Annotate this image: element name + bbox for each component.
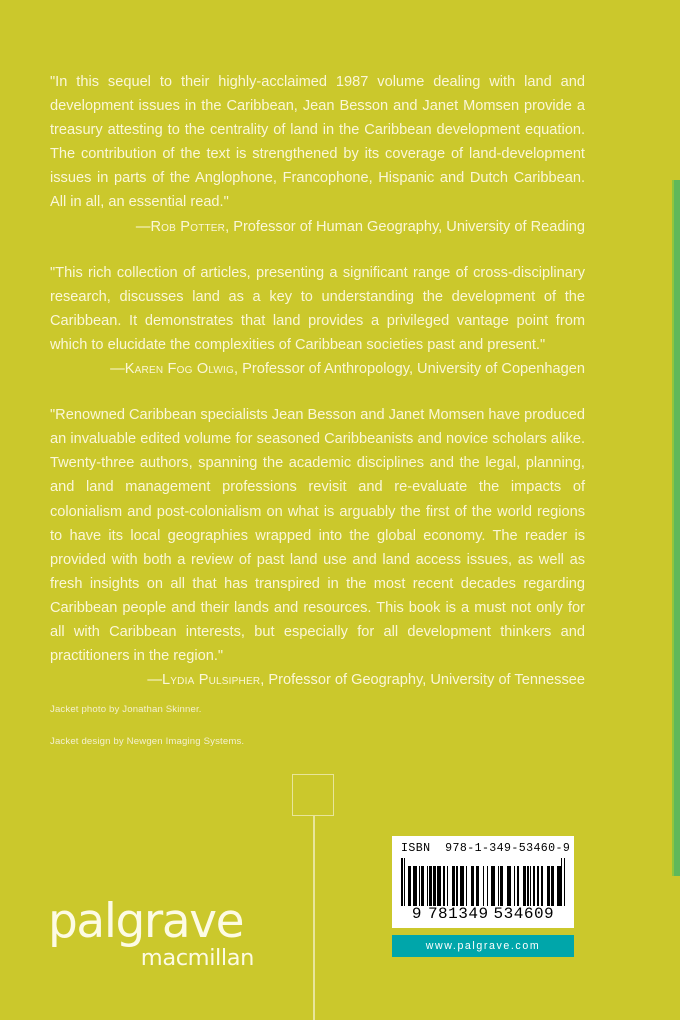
quote-text: "Renowned Caribbean specialists Jean Besson and Janet Momsen have produced an invaluable edited volume for seasoned Caribbeanists and novice scholars alike. Twenty-three authors, spanning the academic disciplines and the legal, planning, and land management professions revisit and re-evaluate the impacts of colonialism and post-colonialism on what is arguably the first of the world regions to have its local geographies wrapped into the global economy. The reader is provided with both a review of past land use and land access issues, as well as fresh insights on all that has transpired in the most recent decades regarding Caribbean people and their lands and resources. This book is a must not only for all with Caribbean interests, but especially for all development thinkers and practitioners in the region." (50, 407, 585, 665)
isbn-text (401, 842, 571, 855)
quote-attribution (50, 357, 585, 381)
attribution-name: Rob Potter (150, 218, 226, 235)
attribution-dash: — (110, 361, 125, 378)
publisher-imprint: macmillan (140, 945, 254, 971)
quote-text: "This rich collection of articles, presenting a significant range of cross-disciplinary research, discusses land as a key to understanding the development of the Caribbean. It demonstrates that land provides a privileged vantage point from which to elucidate the complexities of Caribbean societies past and present." (50, 264, 585, 353)
publisher-name: palgrave (48, 894, 244, 949)
barcode-digit-group-1: 781349 (427, 905, 489, 923)
publisher-logo (48, 894, 258, 971)
attribution-dash: — (135, 218, 151, 235)
quote-text: "In this sequel to their highly-acclaimed 1987 volume dealing with land and development issues in the Caribbean, Jean Besson and Janet Momsen provide a treasury attesting to the centrality of land in the Caribbean development equation. The contribution of the text is strengthened by its coverage of land-development issues in parts of the Anglophone, Francophone, Hispanic and Dutch Caribbean. All in all, an essential read." (50, 74, 585, 211)
front-cover-edge-strip (674, 180, 680, 876)
review-quotes-section (50, 70, 585, 714)
attribution-name: Lydia Pulsipher (161, 672, 261, 689)
attribution-affiliation: , Professor of Anthropology, University of Copenhagen (234, 361, 585, 378)
isbn-label: ISBN (401, 842, 431, 855)
barcode-bars (401, 858, 565, 906)
isbn-barcode-panel (392, 836, 574, 928)
front-cover-edge-highlight (672, 180, 674, 876)
isbn-number: 978-1-349-53460-9 (445, 842, 571, 855)
review-quote (50, 70, 585, 239)
jacket-credits (50, 703, 450, 767)
review-quote (50, 403, 585, 692)
attribution-affiliation: , Professor of Human Geography, University of Reading (225, 218, 585, 235)
review-quote (50, 261, 585, 381)
barcode-digits (401, 906, 565, 923)
jacket-design-credit: Jacket design by Newgen Imaging Systems. (50, 736, 245, 747)
publisher-website-text: www.palgrave.com (425, 940, 541, 952)
attribution-name: Karen Fog Olwig (124, 361, 234, 378)
barcode-bar (564, 858, 565, 906)
barcode-digit-group-2: 534609 (493, 905, 555, 923)
quote-attribution (50, 215, 585, 239)
publisher-website-bar[interactable] (392, 935, 574, 957)
decorative-square-outline (292, 774, 334, 816)
jacket-photo-credit: Jacket photo by Jonathan Skinner. (50, 704, 202, 715)
attribution-affiliation: , Professor of Geography, University of Tennessee (260, 672, 585, 689)
decorative-vertical-rule (313, 816, 315, 1020)
attribution-dash: — (147, 672, 162, 689)
barcode-digit-lead: 9 (411, 905, 422, 923)
quote-attribution (50, 668, 585, 692)
